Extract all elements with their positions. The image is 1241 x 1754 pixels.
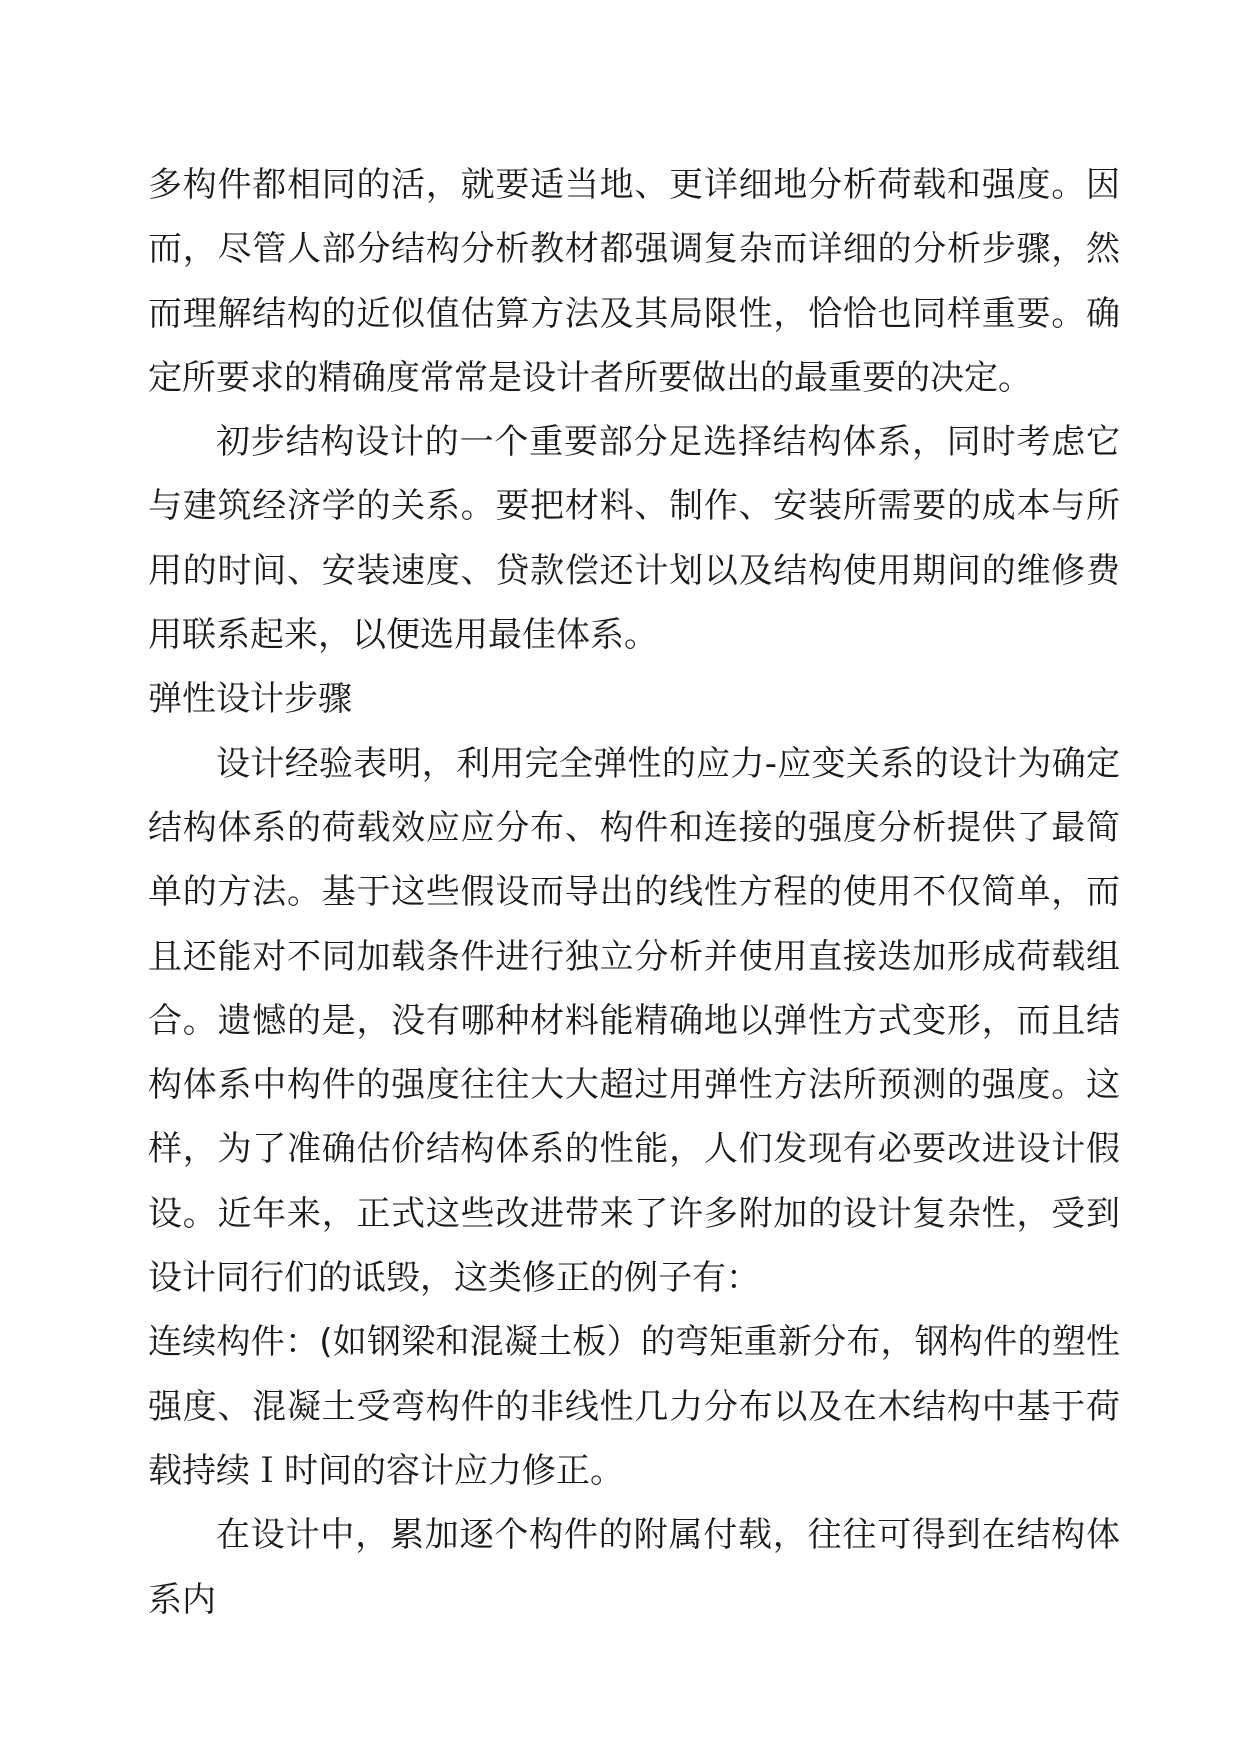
paragraph-structural-system: 初步结构设计的一个重要部分足选择结构体系，同时考虑它与建筑经济学的关系。要把材料、制作、安装所需要的成本与所用的时间、安装速度、贷款偿还计划以及结构使用期间的维修费用联系起来，以便选用最佳体系。 xyxy=(148,422,1120,656)
paragraph-load-accumulation: 在设计中，累加逐个构件的附属付载，往往可得到在结构体系内 xyxy=(148,1515,1120,1620)
paragraph-elastic-design: 设计经验表明，利用完全弹性的应力-应变关系的设计为确定结构体系的荷载效应应分布、构件和连接的强度分析提供了最简单的方法。基于这些假设而导出的线性方程的使用不仅简单，而且还能对不同加载条件进行独立分析并使用直接迭加形成荷载组合。遗憾的是，没有哪种材料能精确地以弹性方式变形，而且结构体系中构件的强度往往大大超过用弹性方法所预测的强度。这样，为了准确估价结构体系的性能，人们发现有必要改进设计假设。近年来，正式这些改进带来了许多附加的设计复杂性，受到设计同行们的诋毁，这类修正的例子有： xyxy=(148,743,1120,1299)
section-heading: 弹性设计步骤 xyxy=(148,679,352,720)
paragraph-examples: 连续构件：(如钢梁和混凝土板）的弯矩重新分布，钢构件的塑性强度、混凝土受弯构件的非线性几力分布以及在木结构中基于荷载持续Ｉ时间的容计应力修正。 xyxy=(148,1322,1120,1491)
body-text xyxy=(148,153,1120,1632)
paragraph-continued: 多构件都相同的活，就要适当地、更详细地分析荷载和强度。因而，尽管人部分结构分析教材都强调复杂而详细的分析步骤，然而理解结构的近似值估算方法及其局限性，恰恰也同样重要。确定所要求的精确度常常是设计者所要做出的最重要的决定。 xyxy=(148,165,1120,398)
